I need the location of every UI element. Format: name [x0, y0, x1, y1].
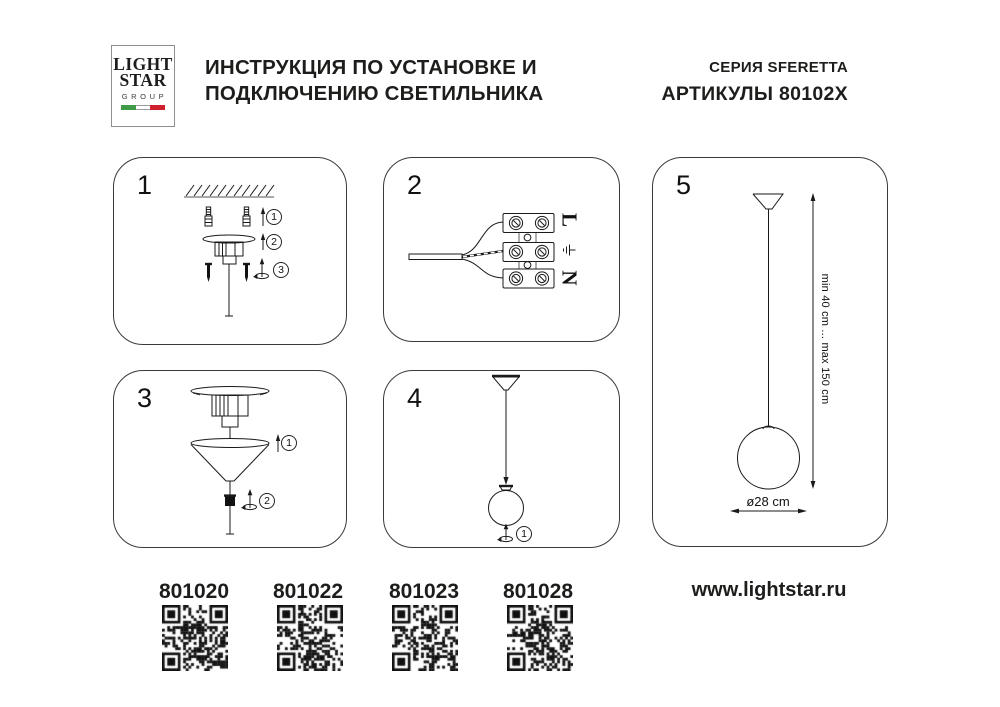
terminal-block-icon [503, 243, 554, 262]
step-marker-3: 3 [273, 262, 289, 278]
up-arrow-icon [261, 207, 265, 226]
articles-label: АРТИКУЛЫ 80102X [661, 83, 848, 105]
series-label: СЕРИЯ SFERETTA [709, 59, 848, 76]
terminal-block-icon [503, 269, 554, 288]
article-number: 801023 [388, 580, 460, 603]
turn-screw-icon [497, 524, 513, 543]
screw-icon [243, 264, 250, 282]
logo-text-light: LIGHT [113, 54, 173, 74]
flag-red-segment [150, 105, 165, 110]
step-marker-2: 2 [259, 493, 275, 509]
step-panel-3 [113, 370, 347, 548]
panel-4-number: 4 [407, 383, 423, 413]
line-wire-label: L [557, 212, 582, 228]
qr-code [162, 605, 228, 671]
step-panel-1 [113, 157, 347, 345]
step-marker-1: 1 [516, 526, 532, 542]
socket-cap-icon [499, 486, 513, 490]
diameter-dimension-label: ø28 cm [746, 494, 790, 509]
panel-3-number: 3 [137, 383, 153, 413]
panel-2-diagram [384, 158, 621, 343]
step-marker-1: 1 [266, 209, 282, 225]
up-arrow-icon [261, 233, 265, 250]
pendant-cone-icon [492, 376, 520, 390]
qr-code [507, 605, 573, 671]
panel-5-diagram [653, 158, 887, 546]
ceiling-hatch-icon [184, 185, 274, 197]
rail-joint-icon [524, 234, 531, 241]
panel-1-number: 1 [137, 170, 153, 200]
pendant-fixture-icon [738, 194, 800, 489]
turn-screw-icon [253, 258, 269, 279]
step-panel-4 [383, 370, 620, 548]
flag-green-segment [121, 105, 136, 110]
turn-screw-icon [241, 489, 257, 510]
mounted-canopy-icon [191, 387, 269, 440]
panel-2-number: 2 [407, 170, 423, 200]
cone-shade-icon [191, 439, 269, 482]
rail-joint-icon [524, 262, 531, 269]
cable-lock-nut-icon [224, 481, 236, 534]
website-url: www.lightstar.ru [691, 579, 847, 601]
page-title [205, 55, 543, 107]
height-dimension-label: min 40 cm ... max 150 cm [819, 273, 831, 405]
qr-code [392, 605, 458, 671]
step-marker-1: 1 [281, 435, 297, 451]
panel-3-diagram [114, 371, 348, 549]
step-panel-5 [652, 157, 888, 547]
up-arrow-icon [276, 434, 280, 452]
article-number: 801022 [272, 580, 344, 603]
page-title-line2: ПОДКЛЮЧЕНИЮ СВЕТИЛЬНИКА [205, 82, 544, 105]
page-title-line1: ИНСТРУКЦИЯ ПО УСТАНОВКЕ И [205, 56, 537, 79]
panel-5-number: 5 [676, 170, 692, 200]
panel-1-diagram [114, 158, 348, 346]
step-panel-2 [383, 157, 620, 342]
flag-white-segment [136, 105, 151, 110]
step-marker-2: 2 [266, 234, 282, 250]
article-number: 801020 [158, 580, 230, 603]
wall-plug-icon [243, 207, 250, 226]
logo-text-star: STAR [119, 69, 167, 90]
italian-flag-icon [121, 105, 165, 110]
panel-4-diagram [384, 371, 621, 549]
qr-code [277, 605, 343, 671]
supply-cable-icon [409, 222, 503, 278]
height-dimension-arrow-icon [811, 193, 816, 489]
cable-down-arrow-icon [503, 390, 508, 485]
logo-text-group: GROUP [121, 92, 168, 101]
article-number: 801028 [502, 580, 574, 603]
wall-plug-icon [205, 207, 212, 226]
screw-icon [205, 264, 212, 282]
diameter-dimension-arrow-icon [730, 509, 807, 514]
ground-symbol-icon [561, 242, 577, 258]
glass-globe-icon [489, 491, 524, 526]
terminal-block-icon [503, 214, 554, 233]
lightstar-logo [111, 45, 175, 127]
header-right [662, 59, 848, 106]
neutral-wire-label: N [557, 270, 582, 286]
